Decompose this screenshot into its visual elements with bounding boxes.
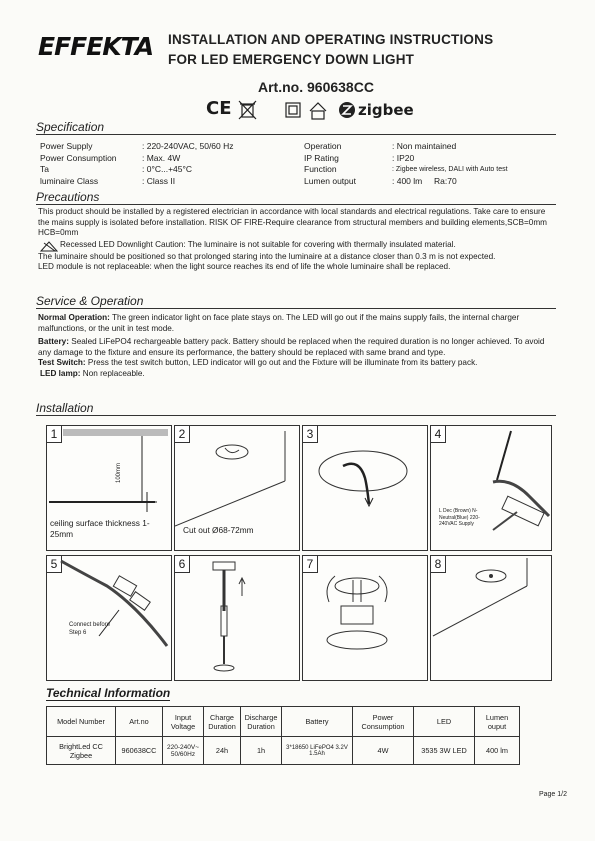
title-line-1: INSTALLATION AND OPERATING INSTRUCTIONS: [168, 32, 494, 47]
section-precautions: Precautions: [36, 190, 556, 205]
panel-caption: Connect before Step 6: [69, 622, 111, 636]
led-text: Non replaceable.: [80, 368, 145, 378]
spec-label: Power Consumption: [40, 152, 117, 163]
table-cell: 960638CC: [116, 737, 163, 765]
spec-label: Ta: [40, 164, 49, 174]
table-header: Input Voltage: [163, 707, 204, 737]
precaution-4: LED module is not replaceable: when the light source reaches its end of life the whole luminaire shall be replaced.: [38, 262, 451, 272]
panel-caption: ceiling surface thickness 1-25mm: [50, 518, 150, 539]
cert-icons: [238, 99, 356, 121]
table-header-row: [47, 707, 520, 737]
dimension-label: 100mm: [116, 462, 123, 484]
test-switch-info: [38, 358, 558, 369]
spec-value: : Max. 4W: [142, 152, 181, 163]
page-number: Page 1/2: [538, 791, 567, 798]
insulation-warning-icon: [38, 240, 60, 252]
table-header: Discharge Duration: [241, 707, 282, 737]
spec-label: Function: [304, 164, 337, 174]
table-cell: 1h: [241, 737, 282, 765]
panel-caption: Cut out Ø68-72mm: [183, 525, 254, 535]
table-cell: 220-240V~ 50/60Hz: [163, 737, 204, 765]
table-cell: 400 lm: [475, 737, 520, 765]
battery-info: [38, 337, 558, 358]
panel-number: 6: [175, 556, 190, 573]
panel-number: 1: [47, 426, 62, 443]
table-header: Battery: [282, 707, 353, 737]
precaution-2: Recessed LED Downlight Caution: The luminaire is not suitable for covering with thermally insulated material.: [60, 240, 456, 250]
title-line-2: FOR LED EMERGENCY DOWN LIGHT: [168, 52, 415, 67]
table-cell: 4W: [353, 737, 414, 765]
panel-number: 4: [431, 426, 446, 443]
led-label: LED lamp:: [40, 368, 81, 378]
install-panel-3: [302, 425, 428, 551]
table-row: [47, 737, 520, 765]
spec-value: : 220-240VAC, 50/60 Hz: [142, 141, 234, 151]
precaution-3: The luminaire should be positioned so that prolonged staring into the luminaire at a distance closer than 0.3 m is not expected.: [38, 251, 496, 261]
section-specification: Specification: [36, 120, 556, 135]
led-info: [38, 369, 558, 380]
section-service: Service & Operation: [36, 294, 556, 309]
table-header: LED: [414, 707, 475, 737]
install-panel-5: [46, 555, 172, 681]
battery-text: Sealed LiFePO4 rechargeable battery pack. Battery should be replaced when the required duration is no longer achieved. To avoid any damage to the fixture and ensure its performance, the battery should be replaced with same brand and type.: [38, 337, 545, 357]
spec-label: Operation: [304, 141, 342, 151]
panel-number: 5: [47, 556, 62, 573]
install-panel-2: [174, 425, 300, 551]
panel-number: 2: [175, 426, 190, 443]
spec-value: : Zigbee wireless, DALI with Auto test: [392, 166, 508, 173]
table-cell: 3*18650 LiFePO4 3.2V 1.5Ah: [282, 737, 353, 765]
table-header: Art.no: [116, 707, 163, 737]
service-text: [38, 313, 558, 380]
normal-text: The green indicator light on face plate stays on. The LED will go out if the mains supply fails, the internal charger malfunctions, or the unit in test mode.: [38, 313, 520, 333]
zigbee-icon: [339, 102, 355, 118]
battery-label: Battery:: [38, 337, 69, 347]
spec-label: Lumen output: [304, 175, 356, 186]
table-cell: BrightLed CC Zigbee: [47, 737, 116, 765]
article-number: Art.no. 960638CC: [258, 79, 374, 95]
section-technical: Technical Information: [46, 686, 171, 700]
table-header: Power Consumption: [353, 707, 414, 737]
table-header: Lumen ouput: [475, 707, 520, 737]
panel-number: 7: [303, 556, 318, 573]
spec-value: : 400 lm Ra:70: [392, 175, 457, 186]
technical-table: [46, 706, 520, 765]
spec-left: [40, 141, 300, 187]
spec-label: luminaire Class: [40, 175, 99, 186]
wheelie-bin-icon: [239, 101, 256, 119]
test-label: Test Switch:: [38, 358, 86, 368]
table-header: Model Number: [47, 707, 116, 737]
test-text: Press the test switch button, LED indicator will go out and the Fixture will be illuminate from its battery pack.: [85, 358, 478, 368]
indoor-use-icon: [310, 103, 326, 119]
section-installation: Installation: [36, 401, 556, 416]
panel-number: 8: [431, 556, 446, 573]
spec-label: Power Supply: [40, 141, 93, 151]
table-cell: 3535 3W LED: [414, 737, 475, 765]
precaution-1: This product should be installed by a registered electrician in accordance with local standards and electrical regulations. Take care to ensure the mains supply is isolated before installation. RISK OF FIRE-Require clearance from structural members and building elements,SCB=0mm HCB=0mm: [38, 207, 547, 238]
spec-label: IP Rating: [304, 152, 339, 163]
panel-caption: L Dec (Brown) N-Neutral(Blue) 220-240VAC Supply: [439, 508, 480, 527]
table-cell: 24h: [204, 737, 241, 765]
install-panel-4: [430, 425, 552, 551]
normal-label: Normal Operation:: [38, 313, 110, 322]
normal-operation: [38, 313, 558, 334]
brand-logo: EFFEKTA: [38, 32, 154, 61]
install-panel-1: [46, 425, 172, 551]
table-header: Charge Duration: [204, 707, 241, 737]
install-panel-7: [302, 555, 428, 681]
ce-mark: CE: [206, 98, 232, 119]
install-panel-8: [430, 555, 552, 681]
class-ii-icon: [286, 103, 300, 117]
spec-value: : Non maintained: [392, 141, 457, 151]
install-panel-6: [174, 555, 300, 681]
spec-right: [304, 141, 564, 187]
zigbee-label: zigbee: [358, 101, 414, 119]
precautions-text: [38, 207, 558, 273]
panel-number: 3: [303, 426, 318, 443]
spec-value: : IP20: [392, 152, 415, 163]
spec-value: : Class II: [142, 175, 176, 186]
spec-value: : 0°C...+45°C: [142, 164, 193, 174]
